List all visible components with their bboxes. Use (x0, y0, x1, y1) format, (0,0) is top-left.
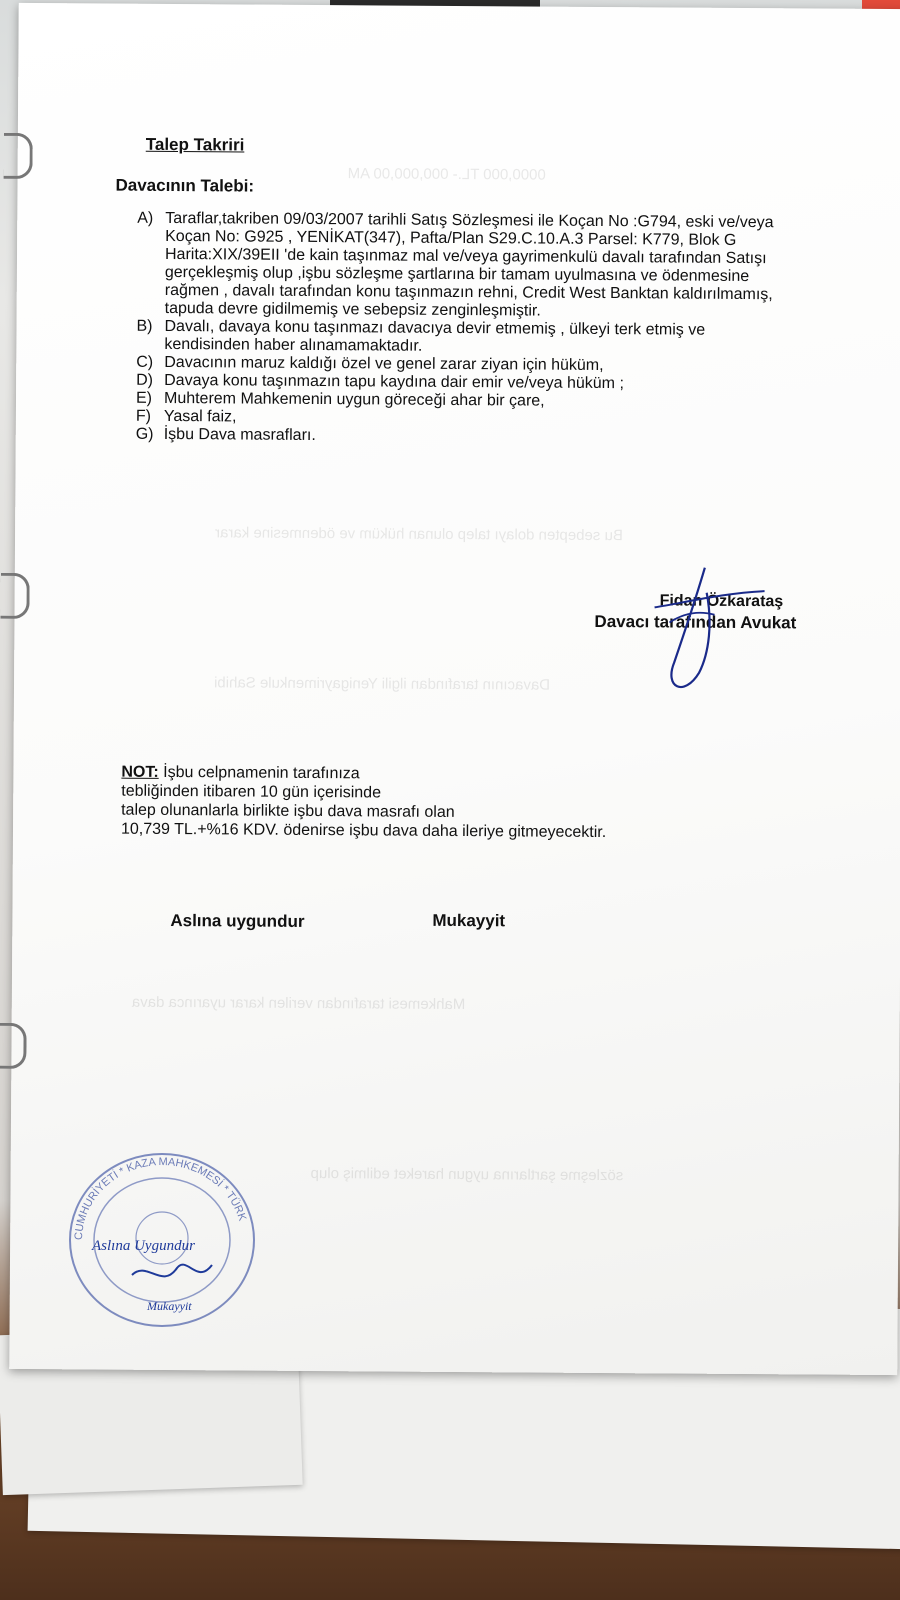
item-line: İşbu Dava masrafları. (163, 425, 316, 445)
item-line: tapuda devre gidilmemiş ve sebepsiz zenginleşmiştir. (164, 299, 541, 320)
item-line: Davaya konu taşınmazın tapu kaydına dair emir ve/veya hüküm ; (164, 371, 624, 393)
item-label: G) (135, 425, 154, 443)
item-label: B) (136, 317, 153, 335)
list-item (136, 318, 773, 358)
svg-text:CUMHURİYETİ * KAZA MAHKEMESİ * (73, 1156, 248, 1240)
request-list (136, 210, 774, 448)
stamp-handwriting: Aslına Uygundur (92, 1238, 195, 1254)
note-text: İşbu celpnamenin tarafınıza (158, 763, 360, 783)
note-line (121, 764, 359, 784)
stamp-handwriting-2: Mukayyit (147, 1299, 192, 1313)
signer-name: Fidan Özkarataş (659, 592, 784, 611)
item-line: Muhterem Mahkemenin uygun göreceği ahar bir çare, (163, 389, 545, 410)
item-line: kendisinden haber alınamamaktadır. (164, 335, 423, 355)
list-item (136, 426, 772, 448)
document-subtitle: Davacının Talebi: (115, 175, 255, 196)
document-title: Talep Takriri (145, 134, 245, 155)
binder-ring (0, 573, 29, 619)
court-stamp (62, 1150, 262, 1330)
list-item (137, 210, 774, 322)
binder-ring (0, 1023, 27, 1069)
note-line: 10,739 TL.+%16 KDV. ödenirse işbu dava daha ileriye gitmeyecektir. (120, 820, 607, 842)
bleed-through: Bu sebepten dolayı talep olunan hüküm ve ödenmesine karar (215, 524, 623, 545)
bleed-through: sözleşme şartlarına uygun hareket edilmiş olup (310, 1164, 624, 1185)
item-line: gerçekleşmiş olup ,işbu sözleşme şartlarına bir tamam uyulmasına ve ödenmesine (164, 263, 750, 286)
item-line: Davacının maruz kaldığı özel ve genel zarar ziyan için hüküm, (164, 353, 604, 375)
certified-label: Aslına uygundur (170, 910, 305, 931)
item-label: A) (137, 209, 154, 227)
registrar-label: Mukayyit (432, 910, 506, 931)
stamp-ring-text: CUMHURİYETİ * KAZA MAHKEMESİ * TÜRK (72, 1155, 249, 1241)
item-label: C) (136, 353, 154, 371)
item-label: D) (136, 371, 154, 389)
item-label: F) (135, 407, 152, 425)
note-line: talep olunanlarla birlikte işbu dava masrafı olan (121, 801, 455, 821)
bleed-through: Mahkemesi tarafından verilen karar uyarınca dava (131, 993, 466, 1014)
item-line: Yasal faiz, (163, 407, 237, 426)
item-line: rağmen , davalı tarafından konu taşınmazın rehni, Credit West Banktan kaldırılmamış, (164, 281, 773, 304)
item-line: Koçan No: G925 , YENİKAT(347), Pafta/Plan S29.C.10.A.3 Parsel: K779, Blok G (165, 227, 737, 249)
note-label: NOT: (121, 763, 159, 781)
item-line: Taraflar,takriben 09/03/2007 tarihli Satış Sözleşmesi ile Koçan No :G794, eski ve/veya (165, 209, 774, 232)
bleed-through: Davacının tarafından ilgili Yenigayrimenkule Sahibi (213, 674, 551, 694)
item-label: E) (135, 389, 153, 407)
item-line: Harita:XIX/39EII 'de kain taşınmaz mal ve/veya gayrimenkulü davalı tarafından Satışı (164, 245, 767, 268)
handwritten-signature (614, 562, 765, 703)
bleed-through: 0000,000 TL.- 000,000,00 AM (347, 165, 546, 184)
item-line: Davalı, davaya konu taşınmazı davacıya devir etmemiş , ülkeyi terk etmiş ve (164, 317, 706, 339)
note-line: tebliğinden itibaren 10 gün içerisinde (121, 782, 382, 802)
signer-role: Davacı tarafından Avukat (594, 611, 797, 633)
binder-ring (4, 133, 33, 179)
